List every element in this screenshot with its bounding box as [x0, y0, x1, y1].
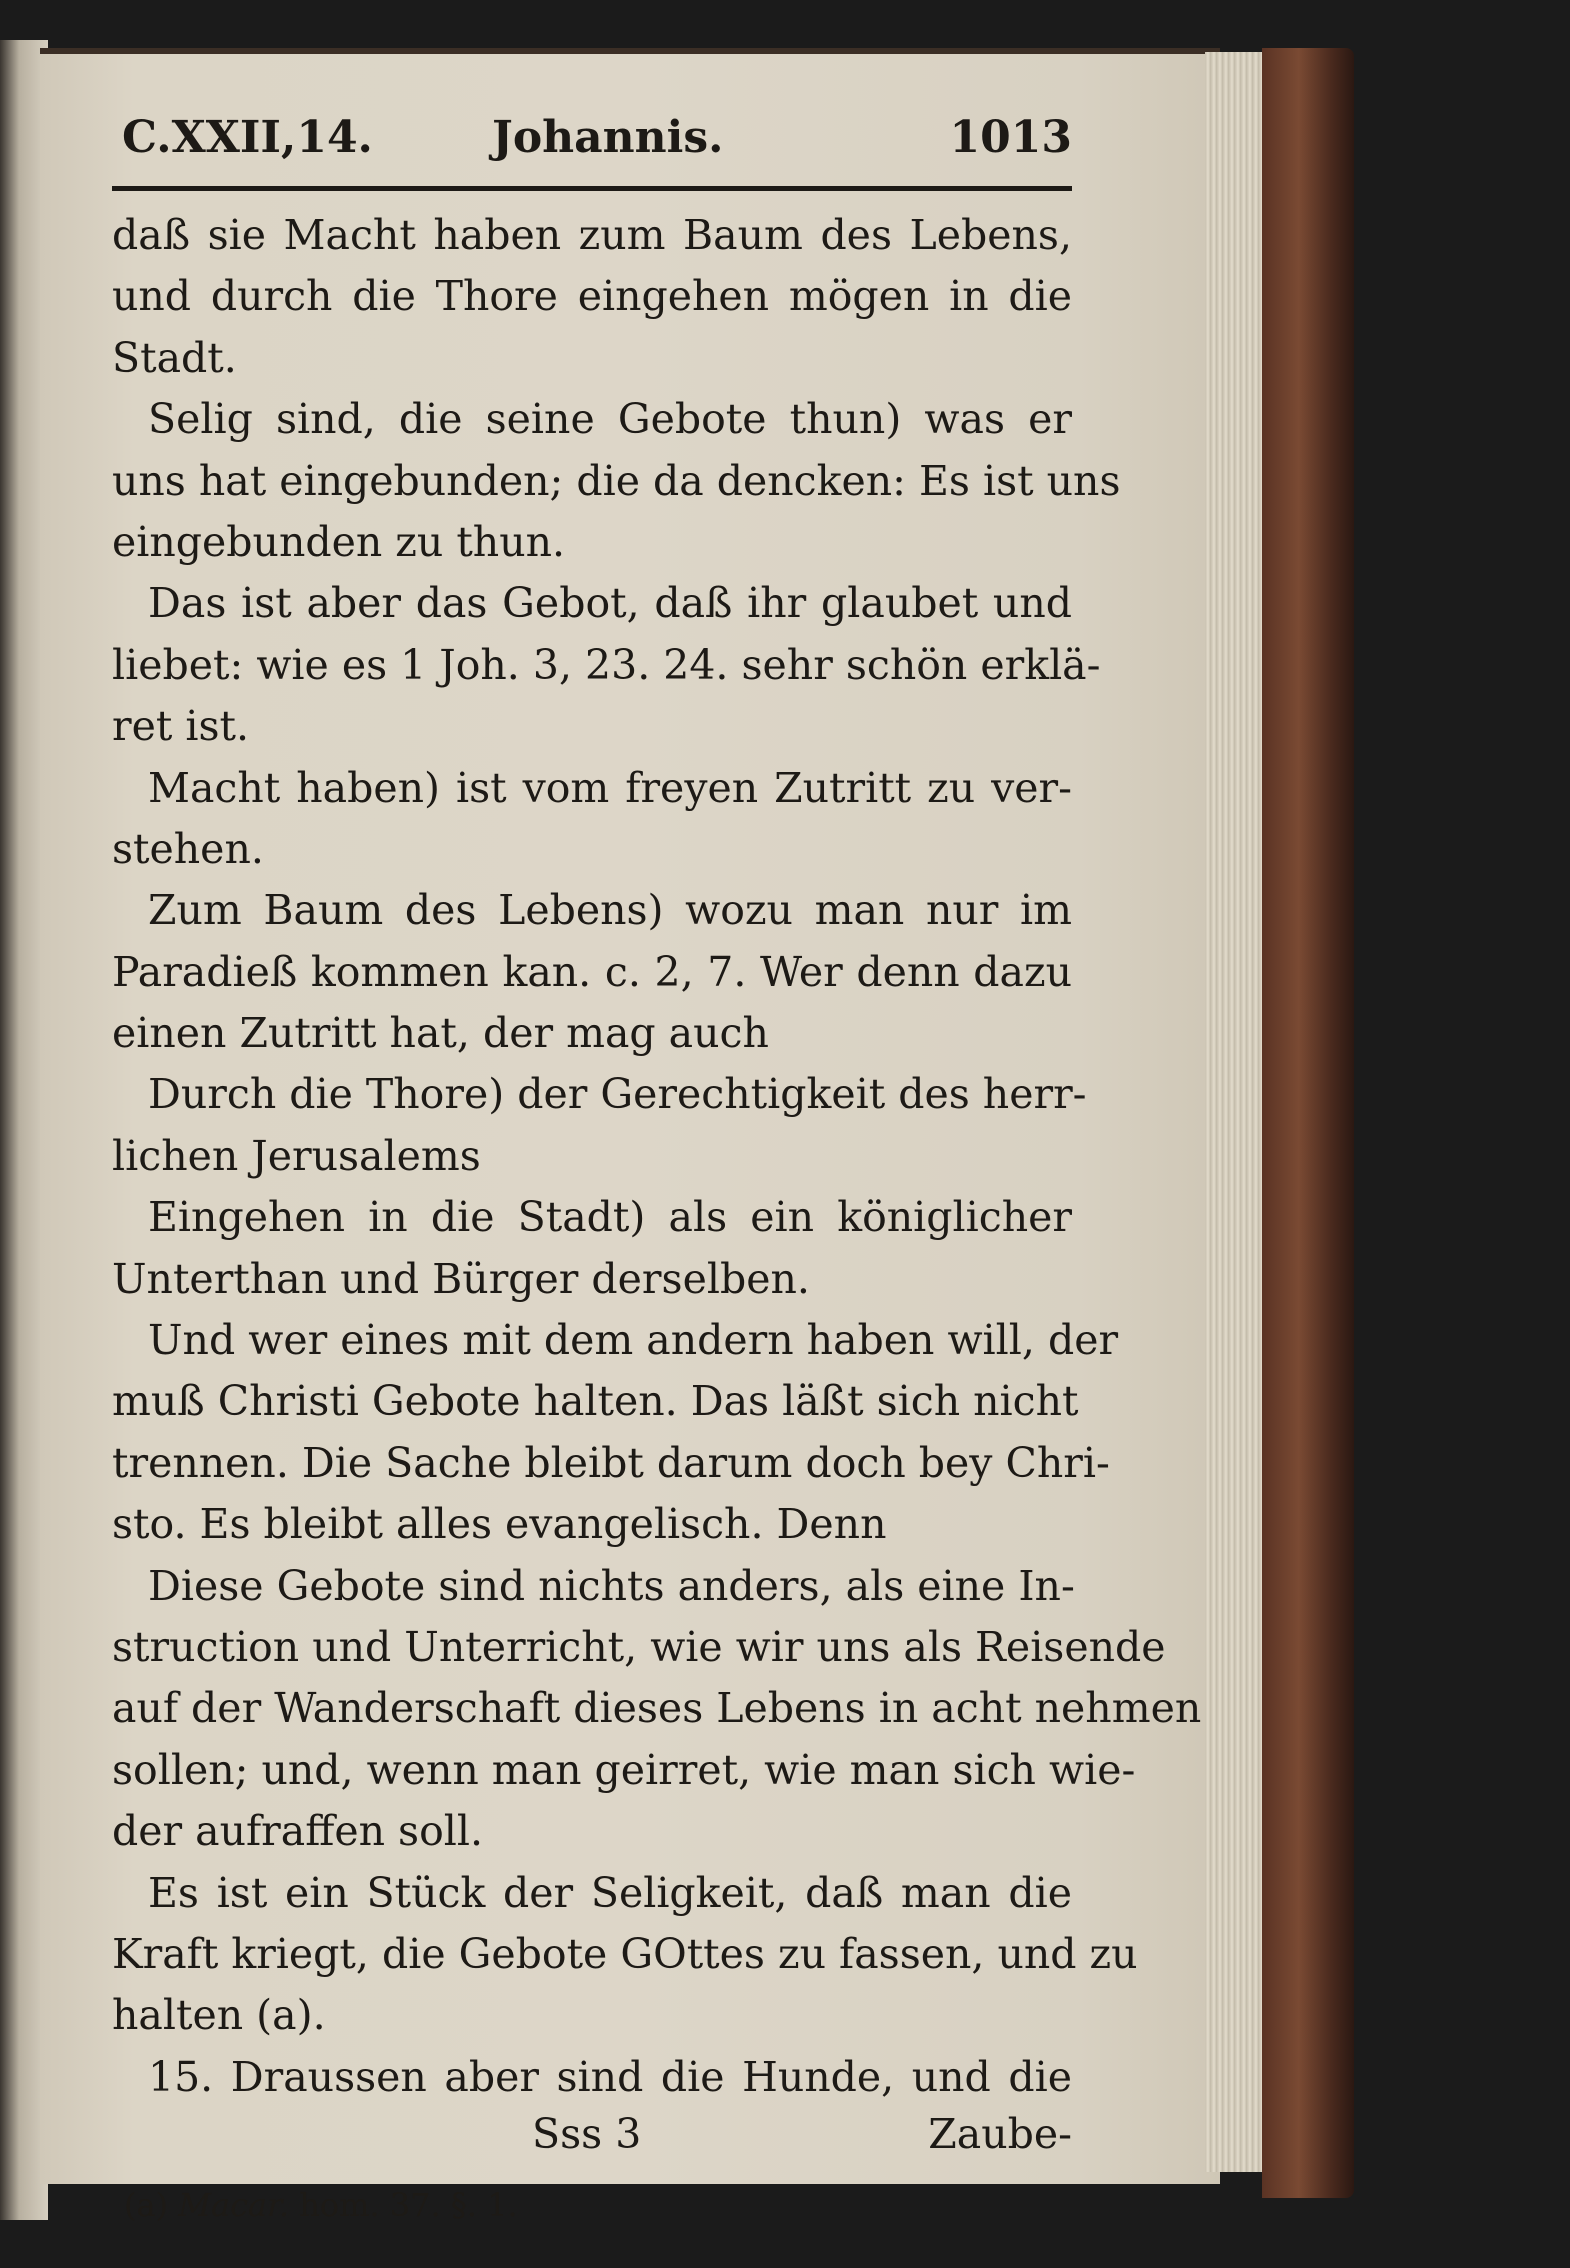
- text-line: der aufraffen soll.: [112, 1807, 484, 1856]
- chapter-reference: C.XXII,14.: [122, 112, 373, 163]
- text-line: Und wer eines mit dem andern haben will, der: [148, 1316, 1119, 1365]
- text-line: und durch die Thore eingehen mögen in die: [112, 272, 1072, 321]
- text-line: Stadt.: [112, 333, 237, 382]
- book-cover: [1262, 48, 1354, 2198]
- page-content: [112, 112, 1202, 2225]
- footnote-reference: hom. 37. §. 1.: [299, 2186, 518, 2225]
- text-line: Das ist aber das Gebot, daß ihr glaubet und: [148, 579, 1072, 628]
- text-line: sto. Es bleibt alles evangelisch. Denn: [112, 1500, 887, 1549]
- text-line: stehen.: [112, 824, 264, 873]
- footnote-author: Macar.: [178, 2186, 290, 2225]
- page-edges: [1205, 52, 1265, 2172]
- text-line: struction und Unterricht, wie wir uns als Reisende: [112, 1622, 1166, 1671]
- text-line: auf der Wanderschaft dieses Lebens in acht nehmen: [112, 1684, 1202, 1733]
- text-body: [112, 205, 1202, 2108]
- text-line: trennen. Die Sache bleibt darum doch bey Chri-: [112, 1438, 1110, 1487]
- text-line: uns hat eingebunden; die da dencken: Es ist uns: [112, 456, 1121, 505]
- text-line: ret ist.: [112, 702, 250, 751]
- text-line: Diese Gebote sind nichts anders, als eine In-: [148, 1561, 1075, 1610]
- text-line: Zum Baum des Lebens) wozu man nur im: [148, 886, 1072, 935]
- page-bottom: [112, 2110, 1072, 2170]
- catchword: Zaube-: [928, 2110, 1072, 2159]
- text-line: muß Christi Gebote halten. Das läßt sich nicht: [112, 1377, 1079, 1426]
- text-line: Es ist ein Stück der Seligkeit, daß man die: [148, 1868, 1072, 1917]
- text-line: eingebunden zu thun.: [112, 517, 566, 566]
- text-line: Paradieß kommen kan. c. 2, 7. Wer denn dazu: [112, 947, 1072, 996]
- text-line: Unterthan und Bürger derselben.: [112, 1254, 810, 1303]
- text-line: Macht haben) ist vom freyen Zutritt zu ver-: [148, 763, 1072, 812]
- text-line: halten (a).: [112, 1991, 326, 2040]
- text-line: liebet: wie es 1 Joh. 3, 23. 24. sehr schön erklä-: [112, 640, 1101, 689]
- text-line: lichen Jerusalems: [112, 1131, 481, 1180]
- text-line: daß sie Macht haben zum Baum des Lebens,: [112, 211, 1072, 259]
- footnote-marker: (a): [124, 2186, 169, 2225]
- text-line: 15. Draussen aber sind die Hunde, und die: [148, 2052, 1072, 2101]
- book-title: Johannis.: [492, 112, 724, 163]
- header-rule: [112, 186, 1072, 191]
- text-line: Kraft kriegt, die Gebote GOttes zu fassen, und zu: [112, 1929, 1138, 1978]
- text-line: einen Zutritt hat, der mag auch: [112, 1009, 769, 1058]
- signature-mark: Sss 3: [532, 2110, 642, 2159]
- text-line: sollen; und, wenn man geirret, wie man sich wie-: [112, 1745, 1136, 1794]
- page-number: 1013: [949, 112, 1072, 163]
- text-line: Selig sind, die seine Gebote thun) was er: [148, 395, 1072, 444]
- text-line: Eingehen in die Stadt) als ein königlicher: [148, 1193, 1072, 1242]
- text-line: Durch die Thore) der Gerechtigkeit des herr-: [148, 1070, 1087, 1119]
- footnote: [112, 2186, 1072, 2224]
- running-header: [112, 112, 1072, 184]
